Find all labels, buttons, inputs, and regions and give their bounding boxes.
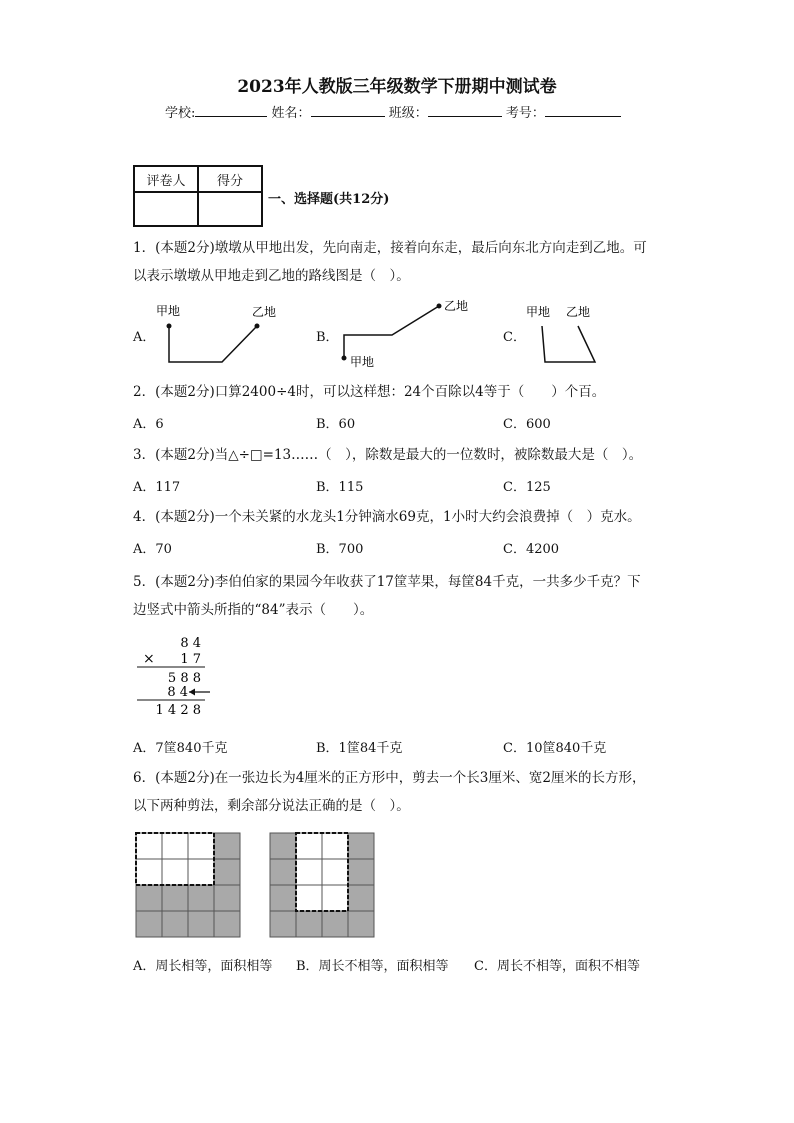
class-blank <box>428 103 502 117</box>
question-1-line1: 1．(本题2分)墩墩从甲地出发，先向南走，接着向东走，最后向东北方向走到乙地。可 <box>133 240 647 256</box>
question-5-line1: 5．(本题2分)李伯伯家的果园今年收获了17筐苹果，每筐84千克，一共多少千克？下 <box>133 574 641 590</box>
q2-option-b: B．60 <box>316 417 356 432</box>
q1-b-end-dot <box>437 304 442 309</box>
q6-option-c: C．周长不相等，面积不相等 <box>474 959 640 974</box>
q3-option-a: A．117 <box>133 480 181 495</box>
q1-option-b-label: B． <box>316 330 339 345</box>
q5-option-a: A．7筐840千克 <box>133 741 228 756</box>
q5-option-c: C．10筐840千克 <box>503 741 607 756</box>
grader-col-reviewer: 评卷人 <box>134 166 198 192</box>
grader-cell-score <box>198 192 262 226</box>
q1-b-path <box>344 306 439 358</box>
vertical-multiplication <box>133 630 223 720</box>
exam-no-label: 考号： <box>505 106 545 121</box>
section-heading: 一、选择题(共12分) <box>268 192 390 207</box>
calc-result: 1 4 2 8 <box>155 703 201 718</box>
q1-option-a-label: A． <box>133 330 156 345</box>
q1-c-end-label: 乙地 <box>566 305 591 319</box>
q6-cut-figure-1 <box>135 832 243 940</box>
school-blank <box>195 103 267 117</box>
q1-c-path <box>542 326 595 362</box>
student-info <box>165 102 621 121</box>
arrow-icon <box>189 689 210 696</box>
q1-c-start-label: 甲地 <box>526 305 551 319</box>
q1-b-start-label: 甲地 <box>350 355 375 369</box>
q1-b-end-label: 乙地 <box>444 299 469 313</box>
q3-option-c: C．125 <box>503 480 551 495</box>
q4-option-a: A．70 <box>133 542 172 557</box>
calc-times-sign: × <box>143 651 155 667</box>
q1-a-path <box>169 326 257 362</box>
q4-option-c: C．4200 <box>503 542 560 557</box>
school-label: 学校: <box>165 106 196 121</box>
exam-no-blank <box>545 103 621 117</box>
q1-a-start-dot <box>167 324 172 329</box>
question-2: 2．(本题2分)口算2400÷4时，可以这样想：24个百除以4等于（ ）个百。 <box>133 384 606 400</box>
q5-option-b: B．1筐84千克 <box>316 741 403 756</box>
q2-option-c: C．600 <box>503 417 551 432</box>
q2-option-a: A．6 <box>133 417 164 432</box>
calc-multiplicand: 8 4 <box>180 636 201 651</box>
question-5-line2: 边竖式中箭头所指的“84”表示（ ）。 <box>133 602 374 618</box>
q1-a-start-label: 甲地 <box>156 304 181 318</box>
q3-option-b: B．115 <box>316 480 364 495</box>
question-6-line2: 以下两种剪法，剩余部分说法正确的是（ ）。 <box>133 798 410 814</box>
q1-a-end-label: 乙地 <box>252 305 277 319</box>
calc-partial-1: 5 8 8 <box>167 671 201 686</box>
q1-a-end-dot <box>255 324 260 329</box>
question-3: 3．(本题2分)当△÷□=13……（ ），除数是最大的一位数时，被除数最大是（ ）。 <box>133 447 643 463</box>
q6-option-a: A．周长相等，面积相等 <box>133 959 273 974</box>
q4-option-b: B．700 <box>316 542 364 557</box>
question-6-line1: 6．(本题2分)在一张边长为4厘米的正方形中，剪去一个长3厘米、宽2厘米的长方形， <box>133 770 646 786</box>
name-label: 姓名： <box>271 106 311 121</box>
grader-cell-reviewer <box>134 192 198 226</box>
calc-multiplier: 1 7 <box>180 652 201 667</box>
grader-table <box>133 165 263 227</box>
q1-route-b <box>330 294 480 372</box>
grader-col-score: 得分 <box>198 166 262 192</box>
question-1-line2: 以表示墩墩从甲地走到乙地的路线图是（ ）。 <box>133 268 410 284</box>
q6-cut-figure-2 <box>269 832 377 940</box>
q1-route-c <box>520 298 630 370</box>
q1-b-start-dot <box>342 356 347 361</box>
q6-option-b: B．周长不相等，面积相等 <box>296 959 449 974</box>
q1-route-a <box>150 298 290 370</box>
calc-partial-2: 8 4 <box>167 685 188 700</box>
question-4: 4．(本题2分)一个未关紧的水龙头1分钟滴水69克，1小时大约会浪费掉（ ）克水。 <box>133 509 641 525</box>
page-title: 2023年人教版三年级数学下册期中测试卷 <box>237 77 557 97</box>
q1-option-c-label: C． <box>503 330 526 345</box>
class-label: 班级： <box>388 106 428 121</box>
name-blank <box>311 103 385 117</box>
